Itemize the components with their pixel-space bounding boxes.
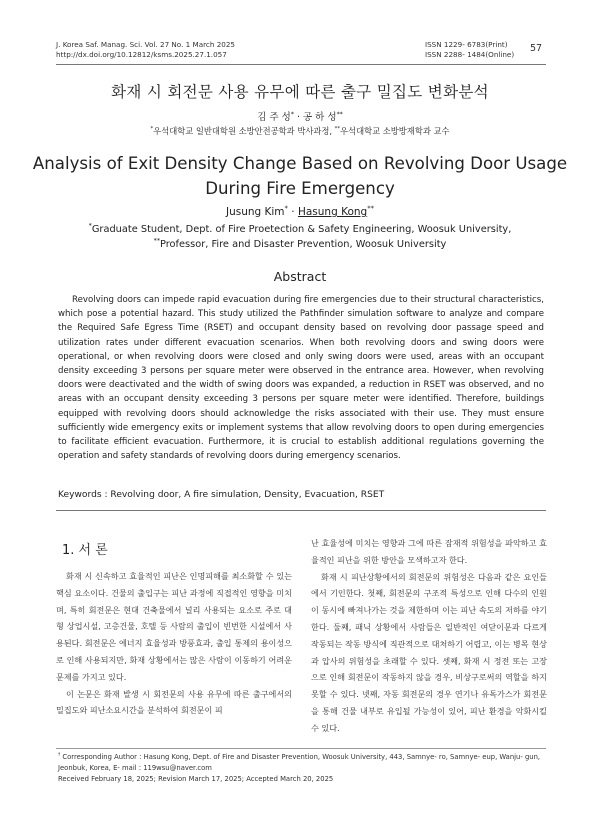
affiliation-mark: *: [150, 126, 154, 133]
english-title: [30, 152, 570, 201]
dagger-mark: †: [58, 752, 61, 758]
footnote: [58, 752, 548, 784]
keywords: [58, 490, 384, 500]
author-mark: **: [336, 110, 343, 118]
korean-affiliation-2: 우석대학교 소방방재학과 교수: [340, 126, 450, 136]
korean-affiliations: [0, 125, 600, 137]
author-mark: *: [290, 110, 294, 118]
author-separator: ·: [293, 112, 303, 123]
english-affiliations: [30, 222, 570, 252]
author-mark: *: [284, 204, 288, 213]
body-column-left: [56, 568, 292, 719]
doi-link[interactable]: http://dx.doi.org/10.12812/ksms.2025.27.1.057: [56, 50, 227, 59]
paragraph: 이 논문은 화재 발생 시 회전문의 사용 유무에 따른 출구에서의 밀집도와 피난소요시간을 분석하여 회전문이 피: [56, 688, 292, 716]
header-rule: [56, 64, 546, 65]
keywords-text: Revolving door, A fire simulation, Density, Evacuation, RSET: [110, 490, 385, 500]
page-number: 57: [530, 43, 543, 54]
english-title-line-1: Analysis of Exit Density Change Based on Revolving Door Usage: [32, 154, 568, 173]
korean-affiliation-1: 우석대학교 일반대학원 소방안전공학과 박사과정,: [153, 126, 335, 136]
footnote-line-1: [58, 752, 548, 763]
journal-citation: J. Korea Saf. Manag. Sci. Vol. 27 No. 1 March 2025: [56, 40, 235, 49]
paragraph: 화재 시 신속하고 효율적인 피난은 인명피해를 최소화할 수 있는 핵심 요소이다. 건물의 출입구는 피난 과정에 직접적인 영향을 미치며, 특히 회전문은 현대 건축물에서 널리 사용되는 요소로 주로 대형 상업시설, 고층건물, 호텔 등 사람의 출입이 빈번한 시설에서 사용된다. 회전문은 에너지 효율성과 방풍효과, 출입 통제의 용이성으로 인해 사용되지만, 화재 상황에서는 많은 사람이 이동하기 어려운 문제를 가지고 있다.: [56, 571, 292, 682]
paragraph: 화재 시 피난상황에서의 회전문의 위험성은 다음과 같은 요인들에서 기인한다. 첫째, 회전문의 구조적 특성으로 인해 다수의 인원이 동시에 빠져나가는 것을 제한하며 이는 피난 속도의 저하를 야기한다. 둘째, 패닉 상황에서 사람들은 일반적인 여닫이문과 다르게 작동되는 작동 방식에 직관적으로 대처하기 어렵고, 이는 병목 현상과 압사의 위험성을 초래할 수 있다. 셋째, 화재 시 정전 또는 고장으로 인해 회전문이 작동하지 않을 경우, 비상구로써의 역할을 하지 못할 수 있다. 넷째, 자동 회전문의 경우 연기나 유독가스가 회전문을 통해 건물 내부로 유입될 가능성이 있어, 피난 환경을 악화시킬 수 있다.: [311, 571, 547, 733]
issn-online: ISSN 2288- 1484(Online): [425, 50, 515, 59]
english-affiliation-1: Graduate Student, Dept. of Fire Proetection & Safety Engineering, Woosuk University,: [91, 224, 512, 235]
korean-title: 화재 시 회전문 사용 유무에 따른 출구 밀집도 변화분석: [111, 83, 489, 101]
keywords-label: Keywords :: [58, 490, 111, 500]
keywords-rule: [56, 510, 546, 511]
english-affiliation-1-line: [30, 222, 570, 237]
footnote-line-2: Jeonbuk, Korea, E- mail : 119wsu@naver.com: [58, 763, 212, 772]
affiliation-mark: *: [88, 221, 92, 230]
english-affiliation-2: Professor, Fire and Disaster Prevention, Woosuk University: [160, 239, 447, 250]
footnote-rule: [56, 748, 546, 749]
english-authors: [0, 206, 600, 218]
affiliation-mark: **: [153, 236, 160, 245]
affiliation-mark: **: [334, 126, 341, 133]
korean-author-2: 공 하 성: [302, 112, 337, 123]
corresponding-author: Corresponding Author : Hasung Kong, Dept. of Fire and Disaster Prevention, Woosuk University, 443, Samnye- ro, Samnye- eup, Wanju- gun,: [62, 753, 541, 761]
section-heading: 1. 서 론: [62, 543, 108, 558]
abstract-body: Revolving doors can impede rapid evacuation during fire emergencies due to their structural characteristics, which pose a potential hazard. This study utilized the Pathfinder simulation software to analyze and compare the Required Safe Egress Time (RSET) and occupant density based on revolving door passage speed and utilization rates under different evacuation scenarios. When both revolving doors and swing doors were operational, or when revolving doors were closed and only swing doors were used, areas with an occupant density exceeding 3 persons per square meter were observed in the entrance area. However, when revolving doors were deactivated and the width of swing doors was expanded, a reduction in RSET was observed, and no areas with an occupant density exceeding 3 persons per square meter were identified. Therefore, buildings equipped with revolving doors should acknowledge the risks associated with their use. They must ensure sufficiently wide emergency exits or implement systems that allow revolving doors to open during emergencies to facilitate efficient evacuation. Furthermore, it is crucial to establish additional regulations governing the operation and safety standards of revolving doors during emergency scenarios.: [58, 295, 544, 462]
english-author-1: Jusung Kim: [225, 206, 285, 218]
korean-author-1: 김 주 성: [257, 112, 291, 123]
abstract-heading: Abstract: [273, 269, 327, 284]
issn-print: ISSN 1229- 6783(Print): [425, 40, 508, 49]
english-affiliation-2-line: [30, 237, 570, 252]
english-author-2: Hasung Kong: [297, 206, 368, 218]
english-title-line-2: During Fire Emergency: [205, 178, 395, 198]
korean-authors: [0, 109, 600, 123]
paragraph: 난 효율성에 미치는 영향과 그에 따른 잠재적 위험성을 파악하고 효율적인 피난을 위한 방안을 모색하고자 한다.: [311, 538, 547, 565]
author-mark: **: [367, 204, 375, 213]
footnote-line-3: Received February 18, 2025; Revision March 17, 2025; Accepted March 20, 2025: [58, 774, 334, 783]
author-separator: ·: [287, 206, 298, 218]
body-column-right: [311, 535, 547, 737]
